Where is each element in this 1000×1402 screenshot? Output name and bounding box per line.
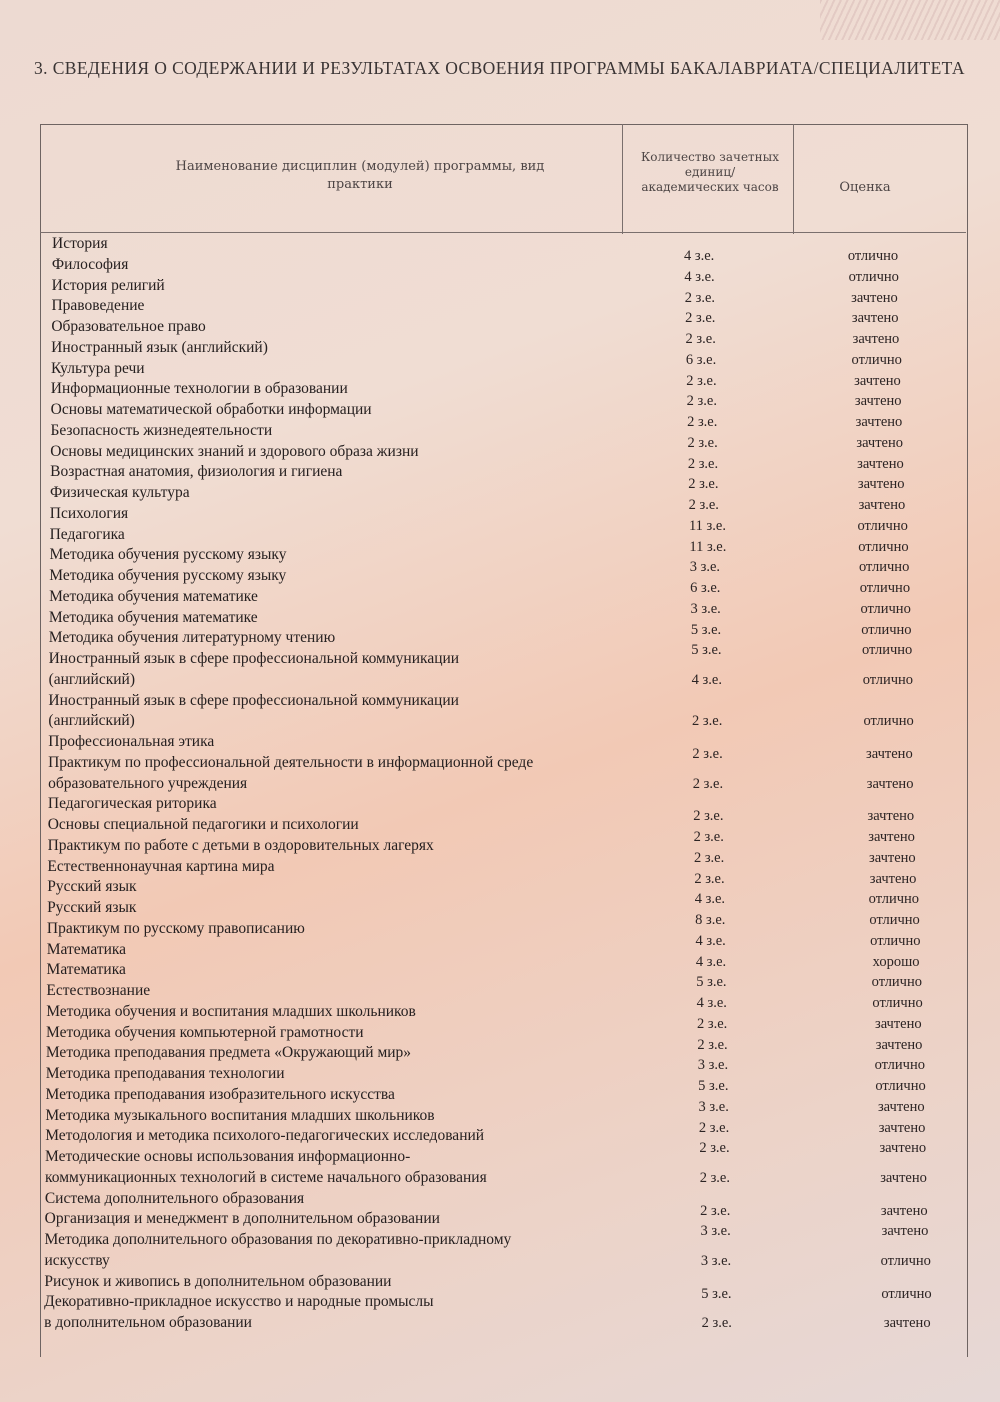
table-row-discipline: Основы математической обработки информации (50, 401, 372, 418)
table-row-grade: зачтено (866, 775, 914, 792)
table-row-grade: зачтено (883, 1315, 931, 1331)
table-row-discipline: Практикум по профессиональной деятельности в информационной среде (48, 753, 534, 771)
table-row-grade: зачтено (857, 455, 904, 472)
table-row-grade: зачтено (855, 414, 903, 430)
table-row-discipline: Естественнонаучная картина мира (47, 857, 275, 875)
table-row-grade: зачтено (869, 849, 916, 866)
table-row-discipline: Информационные технологии в образовании (50, 380, 348, 398)
table-row-credit-units: 2 з.е. (692, 746, 723, 762)
table-row-credit-units: 4 з.е. (696, 995, 727, 1011)
table-row-discipline: Математика (46, 940, 127, 958)
table-row-discipline: Основы специальной педагогики и психологии (47, 816, 359, 833)
table-row-discipline: Методика преподавания предмета «Окружающий мир» (45, 1044, 412, 1062)
table-row-grade: зачтено (874, 1015, 922, 1032)
table-row-discipline: Основы медицинских знаний и здорового образа жизни (50, 442, 419, 460)
table-row-credit-units: 4 з.е. (691, 671, 722, 688)
table-row-credit-units: 2 з.е. (684, 289, 716, 306)
table-row-grade: зачтено (866, 746, 913, 762)
table-row-credit-units: 2 з.е. (699, 1169, 730, 1186)
header-discipline-name: Наименование дисциплин (модулей) программы, вид практики (175, 159, 545, 192)
table-row-discipline-continued: искусству (44, 1251, 110, 1269)
table-row-credit-units: 3 з.е. (690, 600, 721, 617)
table-row-credit-units: 2 з.е. (693, 808, 724, 825)
table-row-credit-units: 5 з.е. (696, 974, 727, 991)
table-row-credit-units: 2 з.е. (687, 455, 719, 472)
table-row-credit-units: 2 з.е. (694, 870, 725, 887)
table-row-credit-units: 2 з.е. (685, 310, 716, 327)
table-row-grade: зачтено (854, 372, 901, 389)
table-row-discipline: Иностранный язык (английский) (51, 338, 268, 356)
table-row-discipline-continued: (английский) (48, 712, 135, 730)
table-row-discipline: Методика обучения и воспитания младших школьников (46, 1002, 416, 1020)
table-row-grade: отлично (847, 248, 899, 264)
table-row-credit-units: 2 з.е. (692, 775, 724, 792)
table-row-credit-units: 5 з.е. (691, 642, 722, 659)
table-row-grade: отлично (860, 600, 911, 617)
table-row-grade: отлично (872, 995, 923, 1011)
table-row-discipline: История религий (51, 276, 165, 294)
table-row-discipline: Профессиональная этика (48, 733, 215, 750)
table-row-credit-units: 3 з.е. (697, 1057, 729, 1074)
table-row-discipline: Методика дополнительного образования по декоративно-прикладному (44, 1231, 512, 1248)
table-row-credit-units: 5 з.е. (698, 1078, 729, 1094)
table-row-discipline: Культура речи (50, 359, 145, 377)
section-heading: 3. СВЕДЕНИЯ О СОДЕРЖАНИИ И РЕЗУЛЬТАТАХ ОСВОЕНИЯ ПРОГРАММЫ БАКАЛАВРИАТА/СПЕЦИАЛИТЕТА (34, 58, 965, 78)
table-row-grade: отлично (861, 642, 913, 659)
table-row-discipline: Иностранный язык в сфере профессиональной коммуникации (48, 691, 459, 709)
table-row-credit-units: 2 з.е. (693, 849, 725, 866)
table-row-grade: зачтено (879, 1140, 927, 1157)
table-row-discipline: Методика обучения русскому языку (49, 546, 287, 564)
table-row-credit-units: 4 з.е. (684, 248, 715, 264)
table-row-discipline-continued: коммуникационных технологий в системе начального образования (45, 1168, 487, 1186)
table-row-grade: зачтено (881, 1223, 929, 1240)
table-row-grade: отлично (875, 1078, 926, 1094)
table-row-grade: отлично (863, 713, 914, 730)
table-row-credit-units: 2 з.е. (686, 393, 717, 410)
table-row-discipline: Психология (49, 504, 129, 522)
table-row-grade: зачтено (854, 393, 902, 410)
table-row-credit-units: 2 з.е. (699, 1140, 730, 1157)
table-row-grade: зачтено (880, 1169, 927, 1186)
table-row-credit-units: 2 з.е. (697, 1036, 728, 1053)
table-row-discipline: Методика обучения русскому языку (49, 567, 287, 584)
table-row-discipline: Рисунок и живопись в дополнительном образовании (44, 1272, 392, 1290)
table-row-grade: отлично (848, 268, 899, 285)
table-row-grade: зачтено (867, 808, 915, 825)
table-row-credit-units: 2 з.е. (693, 829, 724, 845)
table-row-grade: отлично (868, 891, 920, 908)
table-row-discipline: Методика обучения компьютерной грамотности (46, 1023, 364, 1041)
table-row-credit-units: 2 з.е. (697, 1015, 728, 1032)
table-row-discipline: Возрастная анатомия, физиология и гигиена (50, 463, 343, 481)
table-row-discipline: Педагогическая риторика (47, 795, 217, 813)
table-row-credit-units: 3 з.е. (700, 1223, 731, 1240)
table-row-credit-units: 2 з.е. (685, 331, 716, 347)
table-row-discipline: Практикум по русскому правописанию (46, 919, 305, 937)
table-row-credit-units: 4 з.е. (684, 268, 715, 285)
table-row-discipline: Философия (51, 255, 129, 273)
table-row-discipline: Методика музыкального воспитания младших школьников (45, 1106, 435, 1124)
table-row-credit-units: 5 з.е. (701, 1285, 732, 1302)
table-row-grade: зачтено (851, 289, 898, 306)
table-row-discipline-continued: в дополнительном образовании (44, 1314, 252, 1331)
table-row-credit-units: 3 з.е. (700, 1252, 732, 1269)
table-row-credit-units: 2 з.е. (686, 372, 717, 389)
table-row-credit-units: 6 з.е. (685, 351, 717, 368)
table-row-grade: зачтено (856, 434, 904, 451)
table-row-grade: отлично (858, 559, 910, 576)
table-row-discipline: Методика преподавания технологии (45, 1065, 285, 1082)
table-row-grade: хорошо (872, 953, 920, 970)
table-row-discipline: Правоведение (51, 297, 145, 315)
table-row-grade: отлично (859, 580, 911, 596)
table-row-grade: зачтено (868, 829, 915, 845)
table-row-discipline-continued: (английский) (48, 670, 135, 688)
table-row-credit-units: 2 з.е. (688, 497, 719, 513)
table-row-grade: отлично (861, 621, 912, 638)
table-row-grade: зачтено (869, 870, 917, 887)
table-row-discipline: Методические основы использования информационно- (45, 1148, 411, 1165)
table-row-grade: зачтено (875, 1036, 923, 1053)
table-row-discipline: Система дополнительного образования (44, 1189, 305, 1207)
table-row-discipline: Русский язык (47, 899, 137, 916)
table-row-discipline: История (52, 235, 108, 252)
table-row-discipline: Физическая культура (49, 484, 190, 501)
table-row-discipline: Практикум по работе с детьми в оздоровительных лагерях (47, 836, 434, 854)
table-row-grade: зачтено (858, 497, 906, 513)
table-row-discipline: Русский язык (47, 878, 137, 896)
table-row-discipline: Методика обучения литературному чтению (48, 629, 336, 647)
table-row-credit-units: 2 з.е. (692, 713, 723, 730)
table-row-grade: зачтено (878, 1119, 926, 1136)
table-row-grade: отлично (874, 1057, 925, 1074)
table-row-grade: отлично (870, 932, 921, 949)
table-row-credit-units: 2 з.е. (698, 1119, 730, 1136)
table-row-discipline: Образовательное право (51, 318, 206, 335)
table-row-credit-units: 2 з.е. (687, 414, 718, 430)
table-row-discipline: Естествознание (46, 982, 151, 999)
table-row-credit-units: 4 з.е. (695, 953, 727, 970)
table-row-credit-units: 2 з.е. (701, 1315, 732, 1331)
table-row-credit-units: 4 з.е. (695, 932, 726, 949)
table-row-discipline: Методика преподавания изобразительного искусства (45, 1085, 395, 1103)
table-row-discipline: Организация и менеджмент в дополнительном образовании (44, 1210, 440, 1228)
table-row-grade: отлично (858, 538, 909, 555)
table-row-grade: отлично (871, 974, 922, 991)
table-row-grade: зачтено (857, 476, 905, 493)
table-row-credit-units: 8 з.е. (695, 912, 726, 928)
table-row-discipline: Методология и методика психолого-педагогических исследований (45, 1127, 485, 1145)
table-row-credit-units: 5 з.е. (690, 621, 722, 638)
table-row-credit-units: 11 з.е. (689, 538, 727, 555)
table-row-discipline: Педагогика (49, 525, 125, 543)
table-row-credit-units: 11 з.е. (688, 517, 726, 534)
table-row-grade: зачтено (852, 331, 900, 347)
table-row-discipline: Безопасность жизнедеятельности (50, 421, 273, 439)
table-row-grade: отлично (880, 1252, 931, 1269)
table-row-credit-units: 2 з.е. (687, 434, 718, 451)
table-row-grade: отлично (851, 351, 902, 368)
table-row-discipline-continued: образовательного учреждения (48, 774, 248, 792)
table-row-grade: зачтено (877, 1098, 925, 1115)
table-row-credit-units: 6 з.е. (690, 580, 721, 596)
table-row-discipline: Методика обучения математике (48, 608, 258, 626)
table-row-grade: зачтено (851, 310, 899, 327)
table-row-credit-units: 4 з.е. (694, 891, 726, 908)
table-row-credit-units: 3 з.е. (698, 1098, 729, 1115)
table-row-discipline: Методика обучения математике (49, 587, 258, 605)
table-row-credit-units: 3 з.е. (689, 559, 721, 576)
table-row-discipline: Иностранный язык в сфере профессиональной коммуникации (48, 650, 460, 667)
table-row-grade: отлично (857, 517, 908, 534)
table-row-credit-units: 2 з.е. (700, 1202, 731, 1219)
header-credit-units: Количество зачетных единиц/ академических часов (640, 150, 779, 194)
table-row-grade: отлично (862, 671, 914, 688)
table-row-credit-units: 2 з.е. (688, 476, 719, 493)
table-row-grade: отлично (869, 912, 920, 928)
table-row-discipline: Математика (46, 961, 126, 979)
table-row-grade: зачтено (880, 1202, 928, 1219)
table-row-discipline: Декоративно-прикладное искусство и народные промыслы (44, 1293, 434, 1311)
header-grade: Оценка (839, 180, 891, 195)
table-row-grade: отлично (881, 1285, 932, 1302)
